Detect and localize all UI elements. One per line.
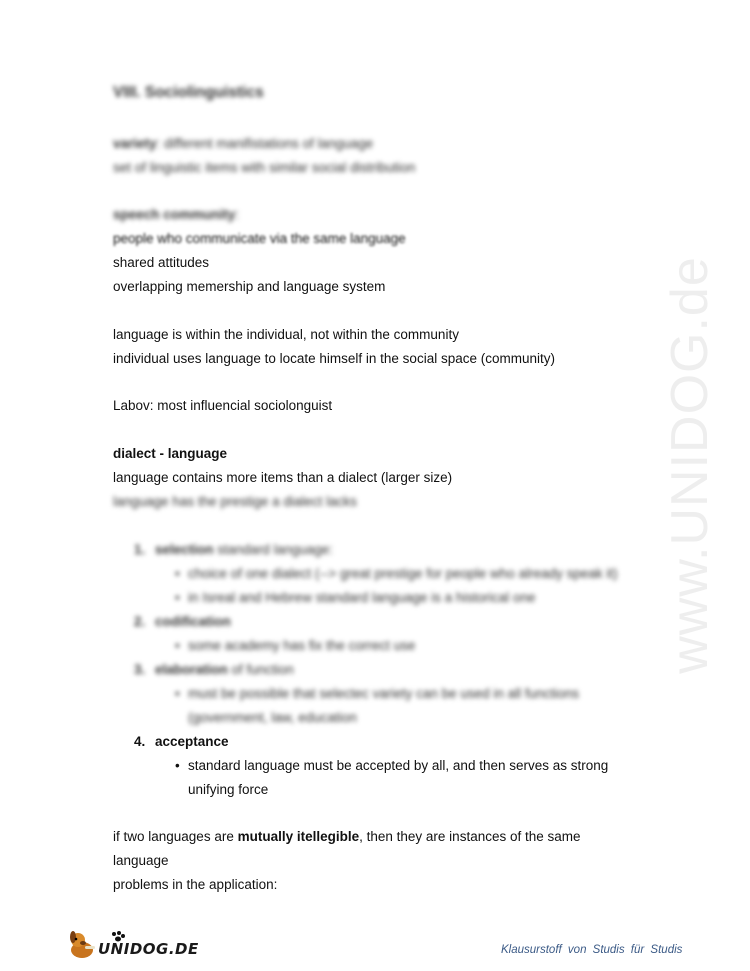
step-bullet-text: some academy has fix the correct use <box>188 638 416 653</box>
step-text <box>155 541 333 559</box>
mutual-pre: if two languages are <box>113 829 238 844</box>
step-number: 2. <box>134 614 146 629</box>
step-bullet-text: in Isreal and Hebrew standard language is a historical one <box>188 590 536 605</box>
individual-line-1: language is within the individual, not within the community <box>113 327 459 342</box>
mutual-line-3: problems in the application: <box>113 877 278 892</box>
step-bullet-text: unifying force <box>188 782 269 797</box>
step-rest: standard language: <box>213 542 333 557</box>
step-text <box>155 661 294 679</box>
step-bullet-text: (government, law, education <box>188 710 357 725</box>
bullet-icon: • <box>175 686 180 701</box>
step-term: selection <box>155 542 214 557</box>
page-title: VIII. Sociolinguistics <box>113 84 264 101</box>
step-number: 1. <box>134 542 146 557</box>
step-number: 4. <box>134 734 146 749</box>
bullet-icon: • <box>175 566 180 581</box>
labov-line: Labov: most influencial sociolonguist <box>113 398 333 413</box>
unidog-logo-text: UNIDOG.DE <box>98 940 199 958</box>
variety-line-2: set of linguistic items with similar social distribution <box>113 160 416 175</box>
step-term: elaboration <box>155 662 228 677</box>
bullet-icon: • <box>175 590 180 605</box>
mutual-post: , then they are instances of the same <box>359 829 581 844</box>
step-bullet-text: must be possible that selectec variety can be used in all functions <box>188 686 579 701</box>
individual-line-2: individual uses language to locate himself in the social space (community) <box>113 351 555 366</box>
mutual-line-1 <box>113 828 581 846</box>
step-bullet-text: standard language must be accepted by all, and then serves as strong <box>188 758 609 773</box>
bullet-icon: • <box>175 638 180 653</box>
footer-tagline: Klausurstoff von Studis für Studis <box>501 944 683 956</box>
variety-line <box>113 135 373 153</box>
dialect-heading: dialect - language <box>113 446 228 461</box>
step-term: acceptance <box>155 734 229 749</box>
speech-line-2: shared attitudes <box>113 255 210 270</box>
watermark-text: www.UNIDOG.de <box>661 256 719 674</box>
speech-line-3: overlapping memership and language system <box>113 279 386 294</box>
bullet-icon: • <box>175 758 180 773</box>
mutual-line-2: language <box>113 853 169 868</box>
step-number: 3. <box>134 662 146 677</box>
dialect-line-2: language has the prestige a dialect lacks <box>113 494 357 509</box>
speech-term: speech community <box>113 207 236 222</box>
dialect-line-1: language contains more items than a dialect (larger size) <box>113 470 453 485</box>
variety-def: : different manifistations of language <box>156 136 374 151</box>
step-term: codification <box>155 614 231 629</box>
step-bullet-text: choice of one dialect (--> great prestige for people who already speak it) <box>188 566 618 581</box>
speech-heading <box>113 206 239 224</box>
speech-line-1: people who communicate via the same language <box>113 231 406 246</box>
mutual-term: mutually itellegible <box>237 829 360 844</box>
variety-term: variety <box>113 136 157 151</box>
step-rest: of function <box>227 662 294 677</box>
speech-colon: : <box>235 207 240 222</box>
